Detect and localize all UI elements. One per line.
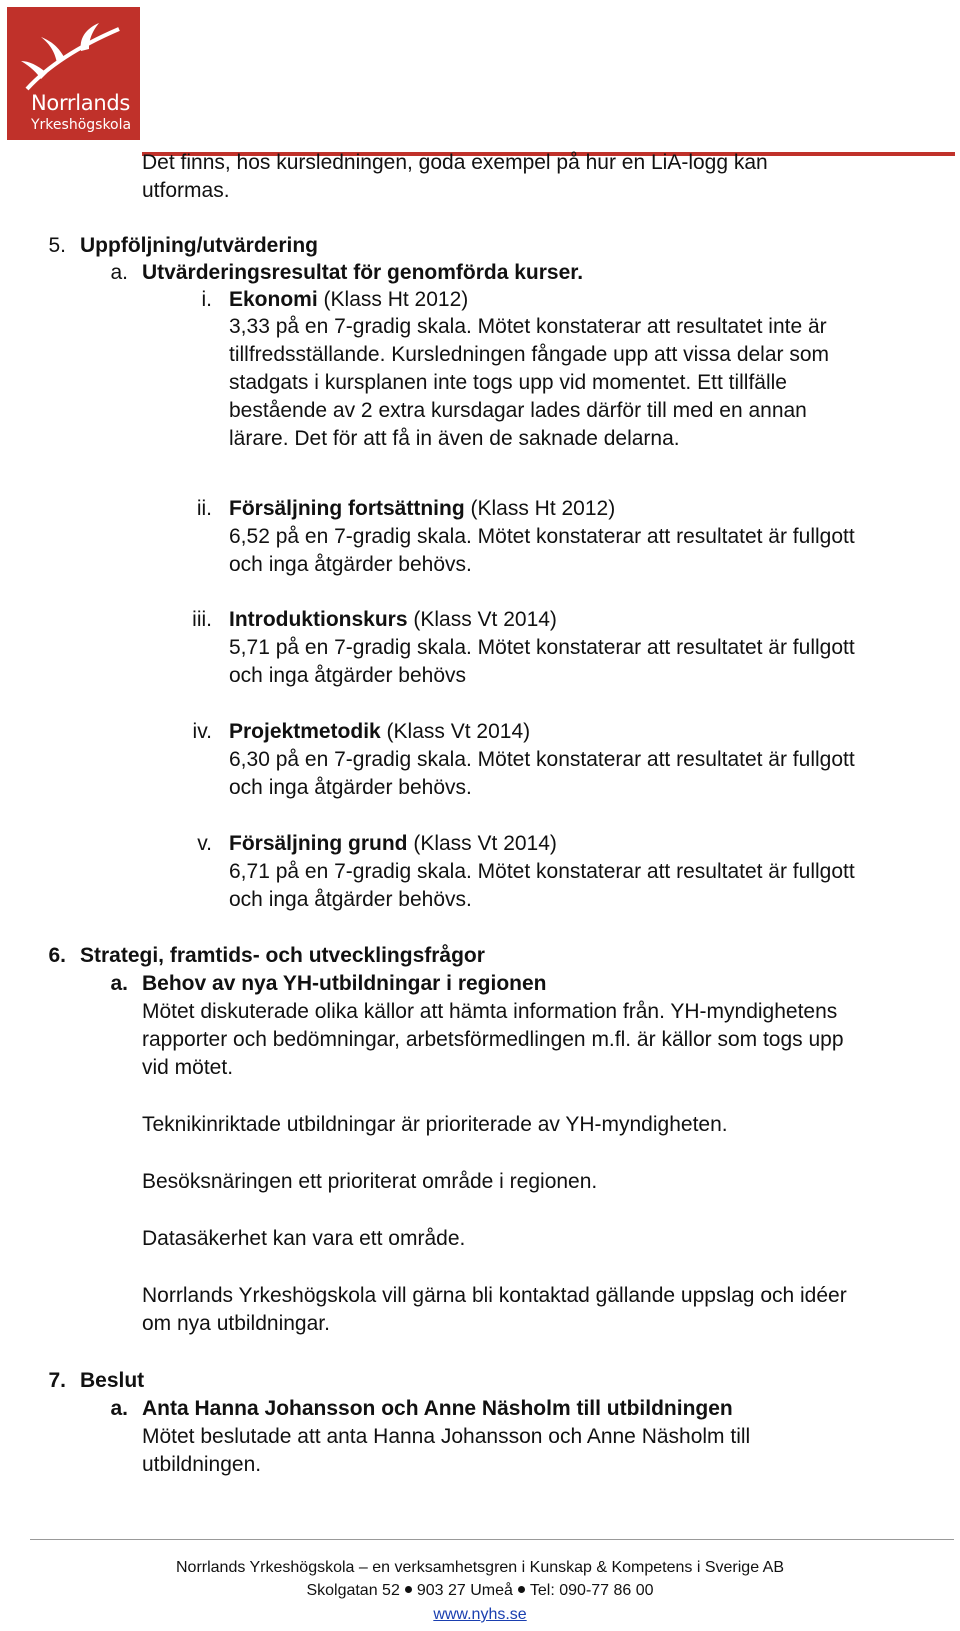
footer-contact	[0, 1580, 960, 1602]
section-7-title: Beslut	[80, 1369, 145, 1392]
footer-rule	[30, 1539, 954, 1540]
section-5a-title: Utvärderingsresultat för genomförda kurser.	[142, 261, 584, 284]
logo-subtitle: Yrkeshögskola	[31, 117, 132, 133]
item-iv-number: iv.	[192, 720, 212, 743]
intro-line-2: utformas.	[142, 179, 230, 202]
s6a-para5-line-1: Norrlands Yrkeshögskola vill gärna bli kontaktad gällande uppslag och idéer	[142, 1284, 847, 1307]
s7a-line-1: Mötet beslutade att anta Hanna Johansson och Anne Näsholm till	[142, 1425, 751, 1448]
item-iii-heading: Introduktionskurs (Klass Vt 2014)	[229, 608, 557, 631]
item-v-heading: Försäljning grund (Klass Vt 2014)	[229, 832, 557, 855]
footer-phone: Tel: 090-77 86 00	[529, 1582, 654, 1599]
item-i-line-5: lärare. Det för att få in även de saknade delarna.	[229, 427, 680, 450]
item-iii-line-2: och inga åtgärder behövs	[229, 664, 466, 687]
intro-line-1: Det finns, hos kursledningen, goda exempel på hur en LiA-logg kan	[142, 151, 768, 174]
section-6-number: 6.	[48, 944, 66, 967]
item-ii-line-1: 6,52 på en 7-gradig skala. Mötet konstaterar att resultatet är fullgott	[229, 525, 855, 548]
s7a-line-2: utbildningen.	[142, 1453, 262, 1476]
s6a-para3: Besöksnäringen ett prioriterat område i regionen.	[142, 1170, 598, 1193]
item-iv-line-2: och inga åtgärder behövs.	[229, 776, 472, 799]
logo-name: Norrlands	[31, 91, 131, 115]
section-7a-title: Anta Hanna Johansson och Anne Näsholm till utbildningen	[142, 1397, 733, 1420]
item-i-line-2: tillfredsställande. Kursledningen fångade upp att vissa delar som	[229, 343, 830, 366]
section-6a-title: Behov av nya YH-utbildningar i regionen	[142, 972, 547, 995]
item-i-heading: Ekonomi (Klass Ht 2012)	[229, 288, 469, 311]
item-iv-line-1: 6,30 på en 7-gradig skala. Mötet konstaterar att resultatet är fullgott	[229, 748, 855, 771]
footer-website	[0, 1604, 960, 1626]
bullet-icon	[405, 1586, 412, 1593]
bullet-icon	[518, 1586, 525, 1593]
footer-address: Skolgatan 52	[306, 1582, 400, 1599]
section-7a-number: a.	[110, 1397, 128, 1420]
s6a-para1-line-1: Mötet diskuterade olika källor att hämta information från. YH-myndighetens	[142, 1000, 838, 1023]
item-v-line-1: 6,71 på en 7-gradig skala. Mötet konstaterar att resultatet är fullgott	[229, 860, 855, 883]
section-5-number: 5.	[48, 234, 66, 257]
item-v-number: v.	[197, 832, 212, 855]
website-link[interactable]: www.nyhs.se	[433, 1606, 527, 1623]
section-5-title: Uppföljning/utvärdering	[80, 234, 318, 257]
item-ii-number: ii.	[196, 497, 212, 520]
item-ii-heading: Försäljning fortsättning (Klass Ht 2012)	[229, 497, 616, 520]
item-i-number: i.	[201, 288, 212, 311]
footer-postal: 903 27 Umeå	[416, 1582, 513, 1599]
s6a-para4: Datasäkerhet kan vara ett område.	[142, 1227, 466, 1250]
item-i-line-1: 3,33 på en 7-gradig skala. Mötet konstaterar att resultatet inte är	[229, 315, 827, 338]
section-7-number: 7.	[48, 1369, 66, 1392]
footer-organization: Norrlands Yrkeshögskola – en verksamhetsgren i Kunskap & Kompetens i Sverige AB	[175, 1559, 785, 1576]
item-iv-heading: Projektmetodik (Klass Vt 2014)	[229, 720, 531, 743]
item-iii-number: iii.	[192, 608, 212, 631]
item-iii-line-1: 5,71 på en 7-gradig skala. Mötet konstaterar att resultatet är fullgott	[229, 636, 855, 659]
item-i-line-3: stadgats i kursplanen inte togs upp vid momentet. Ett tillfälle	[229, 371, 787, 394]
item-ii-line-2: och inga åtgärder behövs.	[229, 553, 472, 576]
s6a-para1-line-3: vid mötet.	[142, 1056, 234, 1079]
item-i-line-4: bestående av 2 extra kursdagar lades därför till med en annan	[229, 399, 807, 422]
s6a-para1-line-2: rapporter och bedömningar, arbetsförmedlingen m.fl. är källor som togs upp	[142, 1028, 844, 1051]
section-6-title: Strategi, framtids- och utvecklingsfrågor	[80, 944, 485, 967]
s6a-para5-line-2: om nya utbildningar.	[142, 1312, 330, 1335]
section-5a-number: a.	[110, 261, 128, 284]
s6a-para2: Teknikinriktade utbildningar är prioriterade av YH-myndigheten.	[142, 1113, 728, 1136]
logo	[7, 7, 140, 140]
section-6a-number: a.	[110, 972, 128, 995]
item-v-line-2: och inga åtgärder behövs.	[229, 888, 472, 911]
